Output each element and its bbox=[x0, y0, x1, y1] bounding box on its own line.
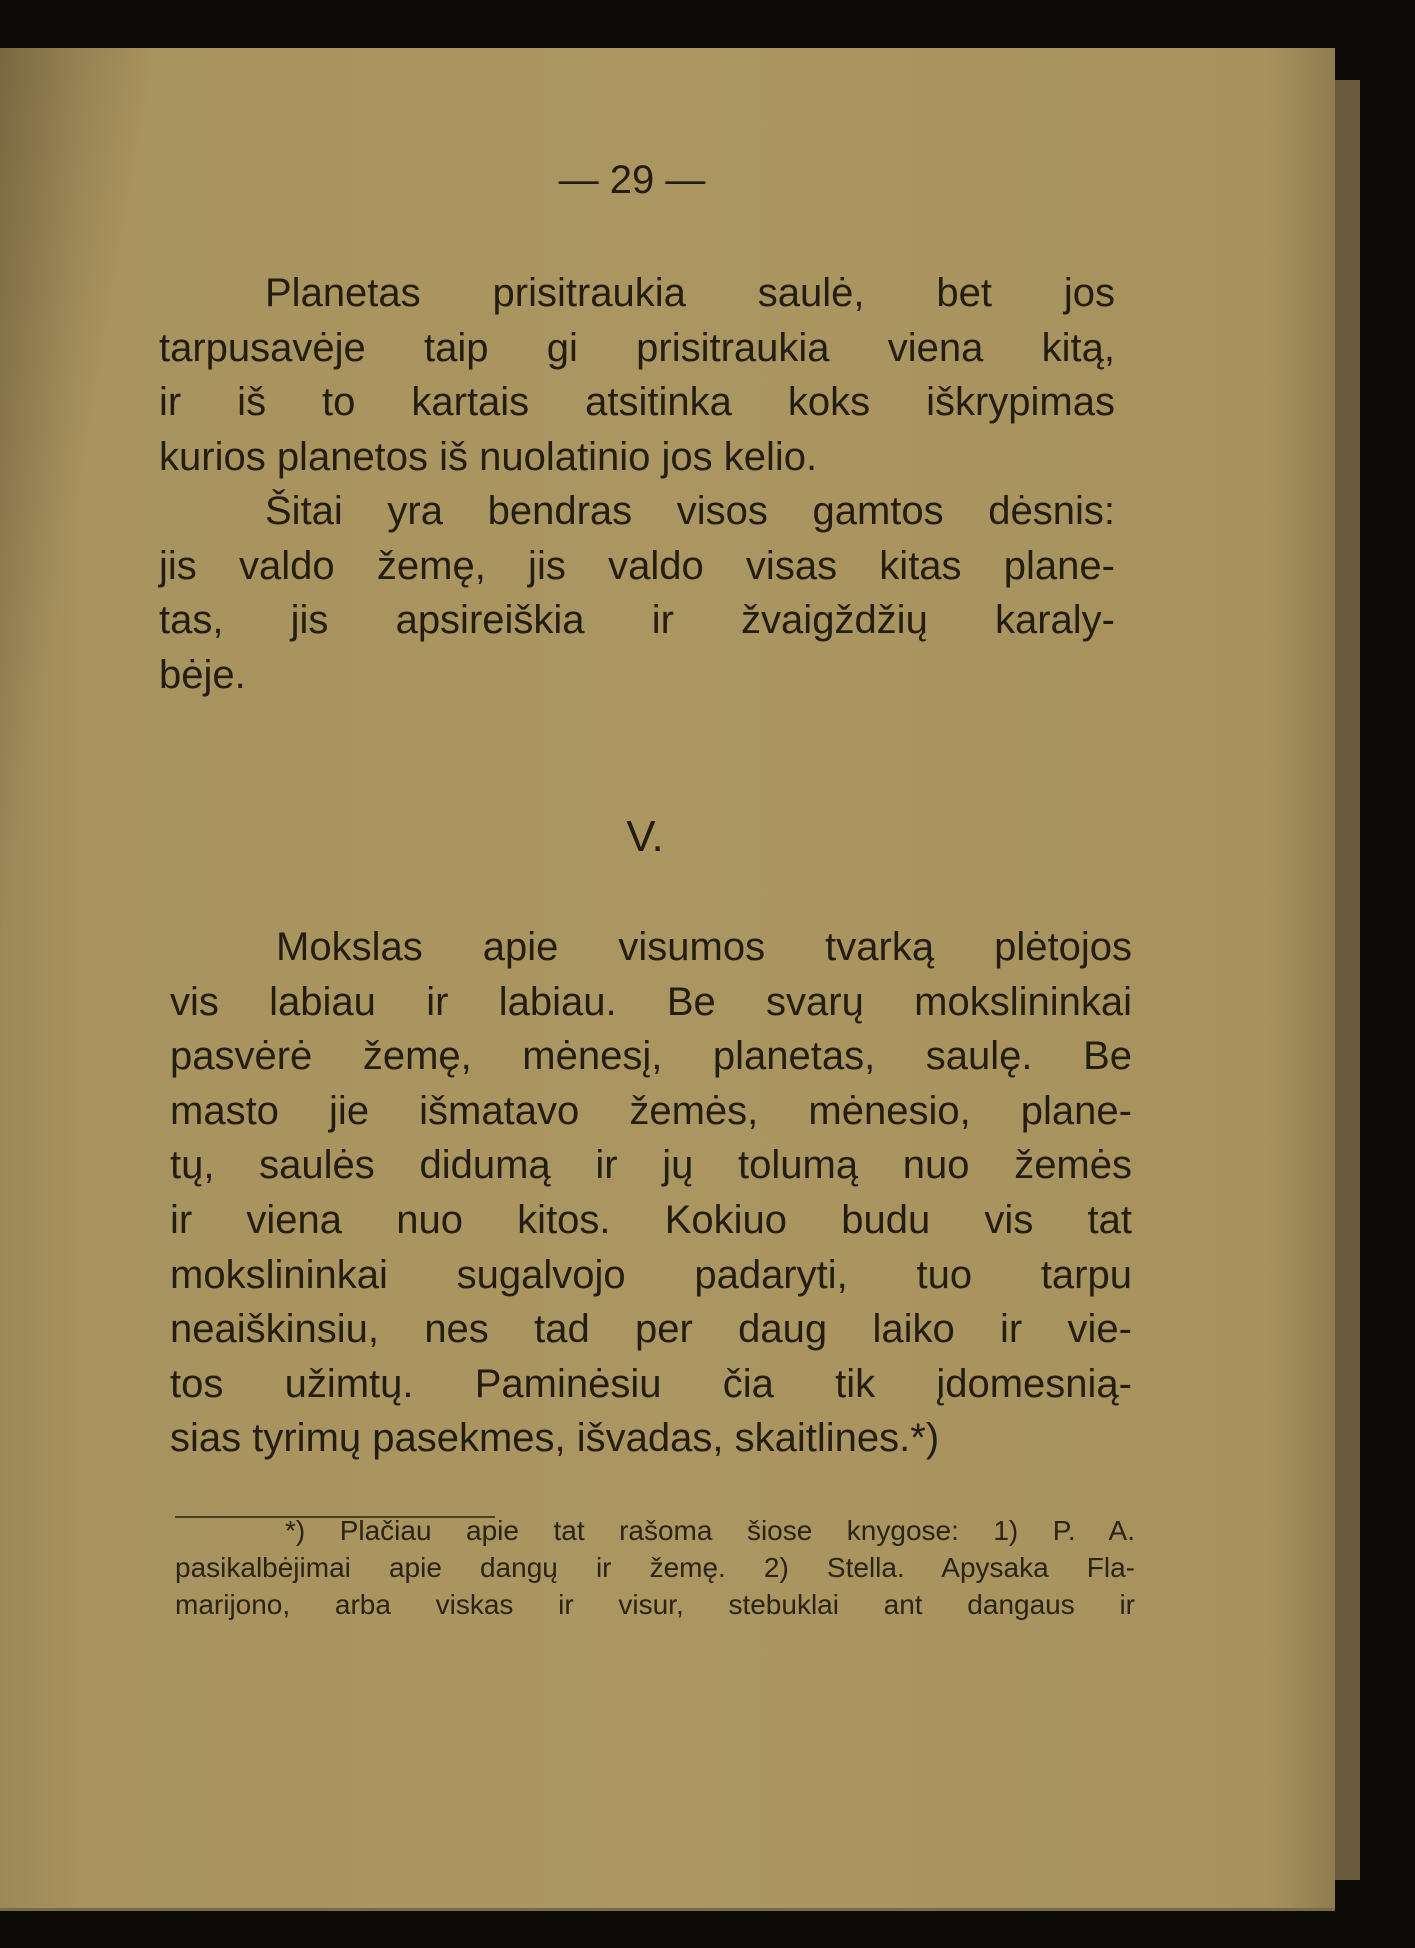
text-line: tarpusavėje taip gi prisitraukia viena kitą, bbox=[159, 325, 1115, 370]
paragraph-3 bbox=[170, 920, 1132, 1466]
section-heading: V. bbox=[626, 812, 664, 861]
footnote-line: marijono, arba viskas ir visur, stebuklai ant dangaus ir bbox=[175, 1589, 1135, 1620]
paragraph-2 bbox=[159, 484, 1115, 702]
text-line: jis valdo žemę, jis valdo visas kitas plane- bbox=[159, 543, 1115, 588]
text-line: kurios planetos iš nuolatinio jos kelio. bbox=[159, 434, 818, 479]
text-line: Mokslas apie visumos tvarką plėtojos bbox=[276, 925, 1132, 969]
text-line: bėje. bbox=[159, 652, 246, 697]
text-line: tos užimtų. Paminėsiu čia tik įdomesnią- bbox=[170, 1361, 1132, 1406]
footnote bbox=[175, 1512, 1135, 1623]
text-line: tas, jis apsireiškia ir žvaigždžių karaly- bbox=[159, 598, 1115, 643]
text-line: vis labiau ir labiau. Be svarų mokslininkai bbox=[170, 979, 1132, 1024]
text-line: mokslininkai sugalvojo padaryti, tuo tarpu bbox=[170, 1252, 1132, 1297]
text-line: Šitai yra bendras visos gamtos dėsnis: bbox=[265, 489, 1115, 533]
page-fold-shadow bbox=[0, 48, 150, 1448]
text-line: pasvėrė žemę, mėnesį, planetas, saulę. Be bbox=[170, 1034, 1132, 1079]
text-line: masto jie išmatavo žemės, mėnesio, plane- bbox=[170, 1088, 1132, 1133]
text-line: tų, saulės didumą ir jų tolumą nuo žemės bbox=[170, 1143, 1132, 1188]
footnote-line: *) Plačiau apie tat rašoma šiose knygose: 1) P. A. bbox=[285, 1515, 1135, 1546]
text-line: ir iš to kartais atsitinka koks iškrypimas bbox=[159, 380, 1115, 425]
footnote-line: pasikalbėjimai apie dangų ir žemę. 2) Stella. Apysaka Fla- bbox=[175, 1552, 1135, 1583]
paragraph-1 bbox=[159, 266, 1115, 484]
text-line: sias tyrimų pasekmes, išvadas, skaitlines.*) bbox=[170, 1416, 940, 1461]
text-line: ir viena nuo kitos. Kokiuo budu vis tat bbox=[170, 1197, 1132, 1242]
text-line: Planetas prisitraukia saulė, bet jos bbox=[265, 271, 1115, 315]
text-line: neaiškinsiu, nes tad per daug laiko ir vie- bbox=[170, 1307, 1132, 1352]
page-number: — 29 — bbox=[558, 158, 706, 202]
